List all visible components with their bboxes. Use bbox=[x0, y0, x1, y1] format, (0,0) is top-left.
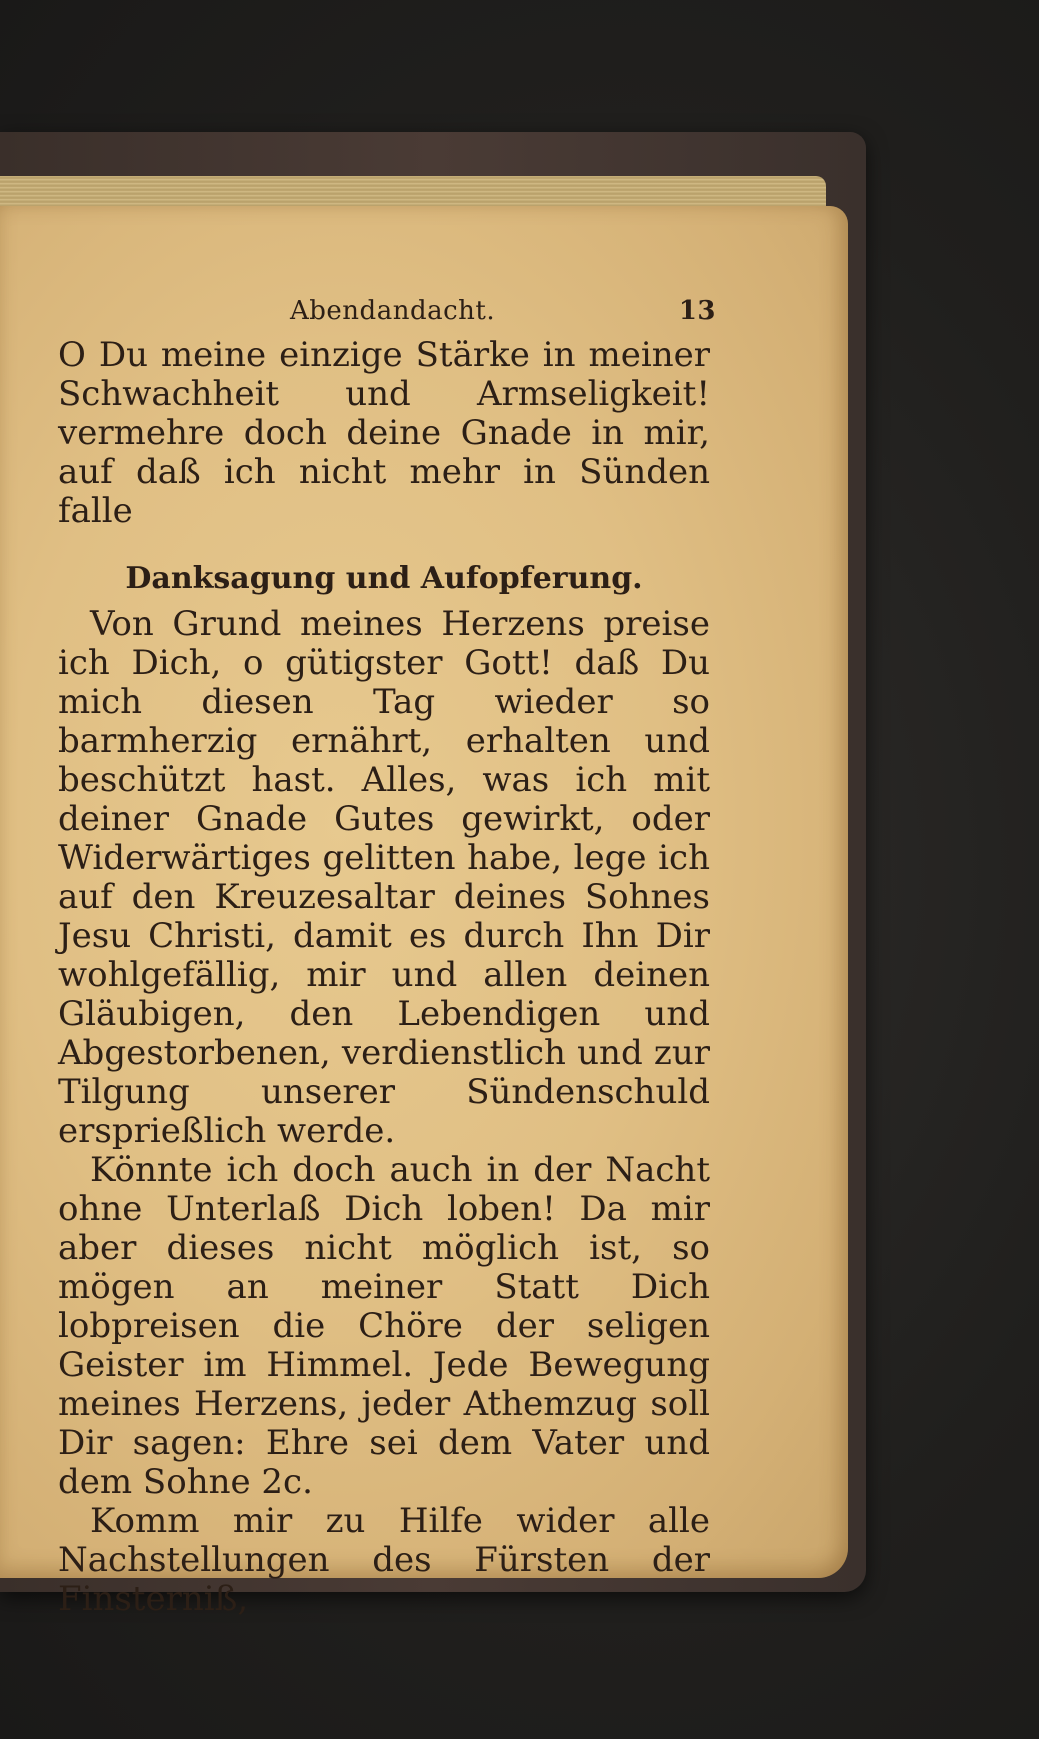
paragraph: Komm mir zu Hilfe wider alle Nachstellungen des Fürsten der Finsterniß, bbox=[58, 1501, 710, 1619]
running-head bbox=[58, 296, 716, 336]
page-number: 13 bbox=[678, 296, 716, 326]
paragraph: Von Grund meines Herzens preise ich Dich, o gütigster Gott! daß Du mich diesen Tag wieder so barmherzig ernährt, erhalten und beschützt hast. Alles, was ich mit deiner Gnade Gutes gewirkt, oder Widerwärtiges gelitten habe, lege ich auf den Kreuzesaltar deines Sohnes Jesu Christi, damit es durch Ihn Dir wohlgefällig, mir und allen deinen Gläubigen, den Lebendigen und Abgestorbenen, verdienstlich und zur Tilgung unserer Sündenschuld ersprießlich werde. bbox=[58, 604, 710, 1151]
page-content bbox=[58, 296, 716, 1619]
section-heading: Danksagung und Aufopferung. bbox=[125, 561, 643, 596]
running-title: Abendandacht. bbox=[290, 296, 496, 326]
paragraph: Könnte ich doch auch in der Nacht ohne Unterlaß Dich loben! Da mir aber dieses nicht möglich ist, so mögen an meiner Statt Dich lobpreisen die Chöre der seligen Geister im Himmel. Jede Bewegung meines Herzens, jeder Athemzug soll Dir sagen: Ehre sei dem Vater und dem Sohne 2c. bbox=[58, 1150, 710, 1502]
paragraph-opening: O Du meine einzige Stärke in meiner Schwachheit und Armseligkeit! vermehre doch deine Gnade in mir, auf daß ich nicht mehr in Sünden falle bbox=[58, 335, 710, 531]
